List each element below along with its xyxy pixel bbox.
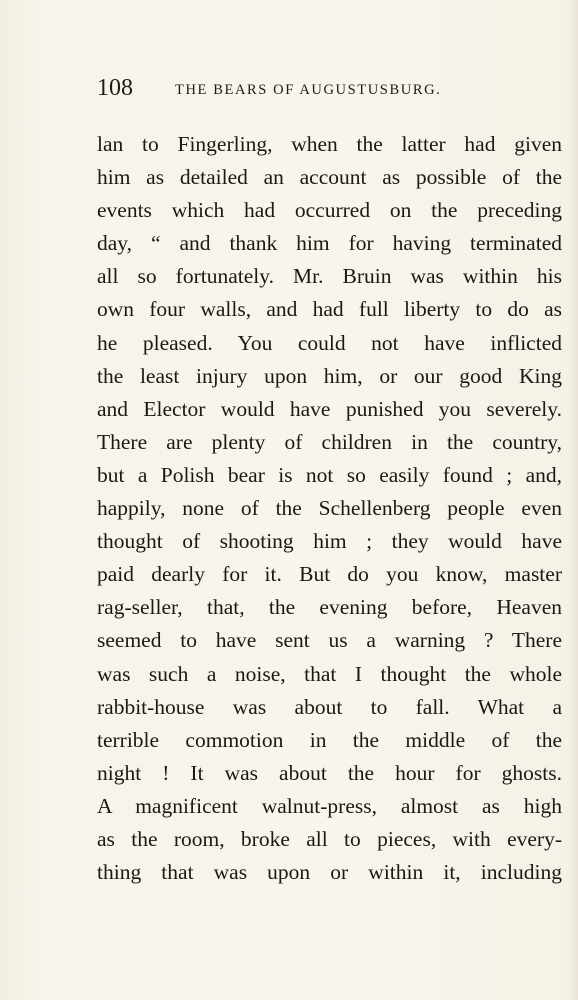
body-text xyxy=(97,128,562,889)
text-line: terrible commotion in the middle of the xyxy=(97,727,562,752)
text-line: and Elector would have punished you severely. xyxy=(97,396,562,421)
text-line: happily, none of the Schellenberg people even xyxy=(97,496,562,521)
text-line: A magnificent walnut-press, almost as high xyxy=(97,793,562,818)
text-line: rag-seller, that, the evening before, Heaven xyxy=(97,595,562,620)
page-number: 108 xyxy=(97,75,133,101)
text-line: as the room, broke all to pieces, with every- xyxy=(97,826,562,851)
text-line: lan to Fingerling, when the latter had given xyxy=(97,132,562,156)
page-edge-shadow xyxy=(568,0,578,1000)
running-head: THE BEARS OF AUGUSTUSBURG. xyxy=(175,82,442,98)
text-line: him as detailed an account as possible of the xyxy=(97,165,562,190)
text-line: thing that was upon or within it, including xyxy=(97,860,562,885)
text-line: the least injury upon him, or our good King xyxy=(97,363,562,388)
text-line: rabbit-house was about to fall. What a xyxy=(97,694,562,719)
text-line: paid dearly for it. But do you know, master xyxy=(97,562,562,587)
text-line: but a Polish bear is not so easily found ; and, xyxy=(97,462,562,487)
text-line: was such a noise, that I thought the whole xyxy=(97,661,562,686)
page-header xyxy=(97,73,497,107)
text-line: thought of shooting him ; they would have xyxy=(97,529,562,554)
text-line: all so fortunately. Mr. Bruin was within his xyxy=(97,264,562,289)
text-line: events which had occurred on the preceding xyxy=(97,198,562,223)
text-line: day, “ and thank him for having terminated xyxy=(97,231,562,256)
text-line: own four walls, and had full liberty to do as xyxy=(97,297,562,322)
text-line: he pleased. You could not have inflicted xyxy=(97,330,562,355)
text-line: There are plenty of children in the country, xyxy=(97,429,562,454)
text-line: seemed to have sent us a warning ? There xyxy=(97,628,562,653)
text-line: night ! It was about the hour for ghosts. xyxy=(97,760,562,785)
